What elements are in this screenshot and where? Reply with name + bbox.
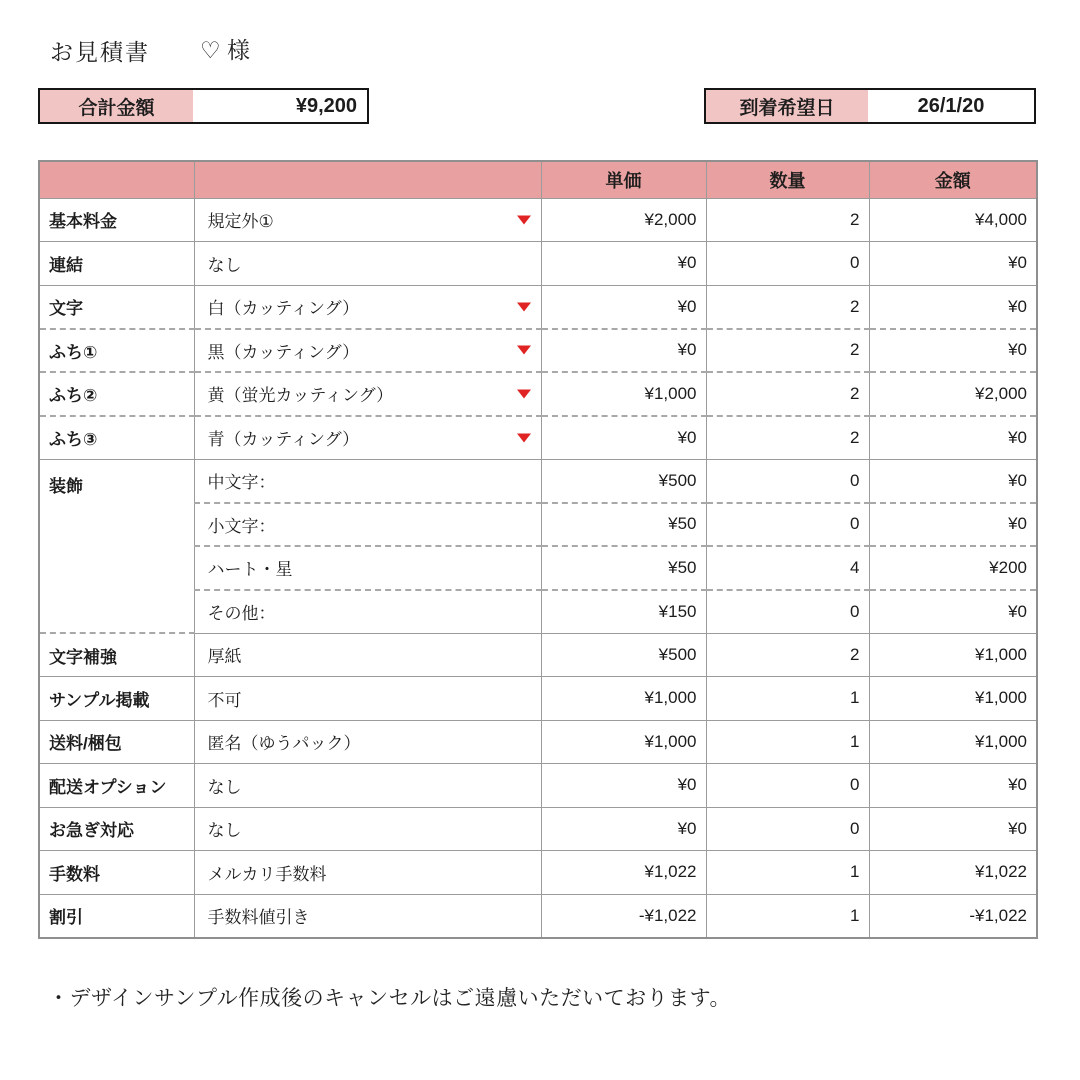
total-amount-value: ¥9,200 bbox=[193, 90, 367, 122]
row-label-group: 装飾 bbox=[39, 459, 194, 633]
dropdown-arrow-icon[interactable] bbox=[517, 346, 531, 355]
quantity-cell: 1 bbox=[706, 851, 869, 895]
table-row bbox=[39, 242, 1037, 286]
option-cell bbox=[194, 546, 541, 590]
header-cell-amount: 金額 bbox=[869, 161, 1037, 198]
table-row bbox=[39, 720, 1037, 764]
option-text: なし bbox=[207, 255, 242, 275]
option-text: なし bbox=[207, 777, 242, 797]
table-header-row bbox=[39, 161, 1037, 198]
unit-price-cell: ¥500 bbox=[541, 633, 706, 677]
row-label: ふち① bbox=[39, 329, 194, 373]
option-cell[interactable] bbox=[194, 329, 541, 373]
option-cell[interactable] bbox=[194, 198, 541, 242]
option-cell[interactable] bbox=[194, 416, 541, 460]
delivery-date-box bbox=[704, 88, 1036, 124]
option-cell bbox=[194, 807, 541, 851]
option-cell[interactable] bbox=[194, 285, 541, 329]
quantity-cell: 0 bbox=[706, 590, 869, 634]
quantity-cell: 2 bbox=[706, 285, 869, 329]
quantity-cell: 2 bbox=[706, 372, 869, 416]
amount-cell: ¥200 bbox=[869, 546, 1037, 590]
option-text: 黄（蛍光カッティング） bbox=[207, 386, 394, 406]
amount-cell: ¥0 bbox=[869, 590, 1037, 634]
header-cell-unit-price: 単価 bbox=[541, 161, 706, 198]
unit-price-cell: ¥2,000 bbox=[541, 198, 706, 242]
row-label: 連結 bbox=[39, 242, 194, 286]
amount-cell: ¥1,000 bbox=[869, 720, 1037, 764]
amount-cell: ¥0 bbox=[869, 329, 1037, 373]
unit-price-cell: ¥0 bbox=[541, 764, 706, 808]
quantity-cell: 2 bbox=[706, 329, 869, 373]
unit-price-cell: ¥0 bbox=[541, 285, 706, 329]
option-text: 小文字： bbox=[207, 516, 276, 536]
unit-price-cell: ¥0 bbox=[541, 242, 706, 286]
row-label: 配送オプション bbox=[39, 764, 194, 808]
quantity-cell: 2 bbox=[706, 416, 869, 460]
unit-price-cell: ¥50 bbox=[541, 546, 706, 590]
total-amount-label: 合計金額 bbox=[40, 90, 193, 122]
unit-price-cell: -¥1,022 bbox=[541, 894, 706, 938]
table-row bbox=[39, 633, 1037, 677]
quantity-cell: 0 bbox=[706, 503, 869, 547]
unit-price-cell: ¥0 bbox=[541, 329, 706, 373]
table-row bbox=[39, 459, 1037, 503]
row-label: サンプル掲載 bbox=[39, 677, 194, 721]
amount-cell: ¥4,000 bbox=[869, 198, 1037, 242]
quantity-cell: 0 bbox=[706, 459, 869, 503]
row-label: 割引 bbox=[39, 894, 194, 938]
option-cell bbox=[194, 677, 541, 721]
unit-price-cell: ¥0 bbox=[541, 807, 706, 851]
amount-cell: ¥0 bbox=[869, 503, 1037, 547]
unit-price-cell: ¥1,000 bbox=[541, 720, 706, 764]
option-text: 匿名（ゆうパック） bbox=[207, 734, 361, 754]
row-label: ふち② bbox=[39, 372, 194, 416]
unit-price-cell: ¥150 bbox=[541, 590, 706, 634]
dropdown-arrow-icon[interactable] bbox=[517, 389, 531, 398]
row-label: お急ぎ対応 bbox=[39, 807, 194, 851]
unit-price-cell: ¥500 bbox=[541, 459, 706, 503]
header-cell-quantity: 数量 bbox=[706, 161, 869, 198]
quantity-cell: 0 bbox=[706, 807, 869, 851]
amount-cell: ¥0 bbox=[869, 459, 1037, 503]
row-label: 基本料金 bbox=[39, 198, 194, 242]
option-cell bbox=[194, 503, 541, 547]
quantity-cell: 1 bbox=[706, 677, 869, 721]
unit-price-cell: ¥0 bbox=[541, 416, 706, 460]
dropdown-arrow-icon[interactable] bbox=[517, 215, 531, 224]
estimate-table-wrap bbox=[38, 160, 1038, 939]
unit-price-cell: ¥1,000 bbox=[541, 677, 706, 721]
option-text: メルカリ手数料 bbox=[207, 864, 327, 884]
unit-price-cell: ¥1,022 bbox=[541, 851, 706, 895]
option-text: 手数料値引き bbox=[207, 908, 310, 927]
table-row bbox=[39, 329, 1037, 373]
estimate-table bbox=[38, 160, 1038, 939]
quantity-cell: 4 bbox=[706, 546, 869, 590]
quantity-cell: 0 bbox=[706, 764, 869, 808]
table-row bbox=[39, 677, 1037, 721]
row-label: 送料/梱包 bbox=[39, 720, 194, 764]
amount-cell: ¥0 bbox=[869, 416, 1037, 460]
amount-cell: ¥0 bbox=[869, 764, 1037, 808]
option-cell bbox=[194, 894, 541, 938]
table-row bbox=[39, 894, 1037, 938]
amount-cell: -¥1,022 bbox=[869, 894, 1037, 938]
header-cell-item bbox=[39, 161, 194, 198]
table-row bbox=[39, 764, 1037, 808]
cancel-policy-note: ・デザインサンプル作成後のキャンセルはご遠慮いただいております。 bbox=[48, 987, 731, 1010]
option-cell bbox=[194, 851, 541, 895]
table-row bbox=[39, 416, 1037, 460]
option-text: 規定外① bbox=[207, 212, 274, 232]
table-row bbox=[39, 285, 1037, 329]
option-text: ハート・星 bbox=[207, 560, 293, 580]
delivery-date-value: 26/1/20 bbox=[868, 90, 1034, 122]
row-label: 文字補強 bbox=[39, 633, 194, 677]
option-cell bbox=[194, 720, 541, 764]
quantity-cell: 2 bbox=[706, 198, 869, 242]
option-cell bbox=[194, 590, 541, 634]
option-cell bbox=[194, 459, 541, 503]
row-label: 手数料 bbox=[39, 851, 194, 895]
option-text: 黒（カッティング） bbox=[207, 342, 360, 362]
dropdown-arrow-icon[interactable] bbox=[517, 302, 531, 311]
option-cell bbox=[194, 633, 541, 677]
table-row bbox=[39, 372, 1037, 416]
amount-cell: ¥0 bbox=[869, 285, 1037, 329]
amount-cell: ¥1,000 bbox=[869, 633, 1037, 677]
option-text: その他： bbox=[207, 604, 276, 623]
total-amount-box bbox=[38, 88, 369, 124]
option-text: 不可 bbox=[207, 690, 242, 710]
quantity-cell: 1 bbox=[706, 894, 869, 938]
row-label: ふち③ bbox=[39, 416, 194, 460]
option-cell bbox=[194, 764, 541, 808]
delivery-date-label: 到着希望日 bbox=[706, 90, 868, 122]
row-label: 文字 bbox=[39, 285, 194, 329]
quantity-cell: 2 bbox=[706, 633, 869, 677]
table-row bbox=[39, 198, 1037, 242]
amount-cell: ¥1,000 bbox=[869, 677, 1037, 721]
option-text: 青（カッティング） bbox=[207, 430, 360, 449]
option-text: 中文字： bbox=[207, 473, 276, 492]
amount-cell: ¥0 bbox=[869, 242, 1037, 286]
quantity-cell: 1 bbox=[706, 720, 869, 764]
option-cell bbox=[194, 242, 541, 286]
table-row bbox=[39, 851, 1037, 895]
dropdown-arrow-icon[interactable] bbox=[517, 433, 531, 442]
page-title: お見積書 bbox=[50, 39, 150, 65]
option-cell[interactable] bbox=[194, 372, 541, 416]
option-text: 厚紙 bbox=[207, 647, 242, 667]
customer-name: ♡ 様 bbox=[200, 37, 251, 63]
table-row bbox=[39, 807, 1037, 851]
amount-cell: ¥1,022 bbox=[869, 851, 1037, 895]
option-text: なし bbox=[207, 821, 242, 841]
quantity-cell: 0 bbox=[706, 242, 869, 286]
amount-cell: ¥2,000 bbox=[869, 372, 1037, 416]
header-cell-option bbox=[194, 161, 541, 198]
amount-cell: ¥0 bbox=[869, 807, 1037, 851]
unit-price-cell: ¥1,000 bbox=[541, 372, 706, 416]
option-text: 白（カッティング） bbox=[207, 299, 360, 318]
unit-price-cell: ¥50 bbox=[541, 503, 706, 547]
